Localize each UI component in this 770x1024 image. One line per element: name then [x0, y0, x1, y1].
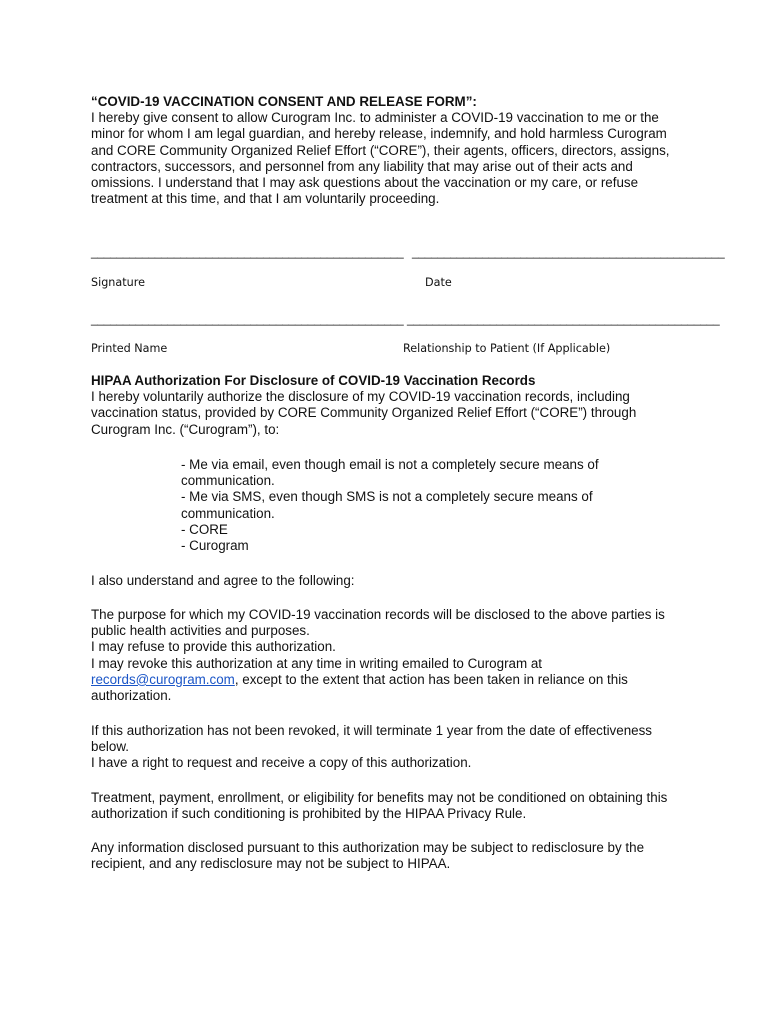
consent-title: “COVID-19 VACCINATION CONSENT AND RELEASE FORM”: — [91, 94, 477, 109]
printed-name-label: Printed Name — [91, 342, 168, 355]
refuse-text: I may refuse to provide this authorization. — [91, 639, 336, 655]
copy-right-text: I have a right to request and receive a copy of this authorization. — [91, 755, 472, 771]
list-item: - Me via email, even though email is not a completely secure means of communication. — [181, 457, 599, 489]
treatment-text: Treatment, payment, enrollment, or eligibility for benefits may not be conditioned on obtaining this authorization if such conditioning is prohibited by the HIPAA Privacy Rule. — [91, 790, 668, 822]
purpose-section — [91, 607, 676, 704]
terminate-text: If this authorization has not been revoked, it will terminate 1 year from the date of effectiveness below. — [91, 723, 652, 755]
relationship-label: Relationship to Patient (If Applicable) — [403, 342, 611, 355]
date-label: Date — [425, 276, 452, 289]
hipaa-section — [91, 373, 671, 438]
revoke-after: , except to the extent that action has been taken in reliance on this authorization. — [91, 671, 628, 704]
redisclosure-text: Any information disclosed pursuant to this authorization may be subject to redisclosure by the recipient, and any redisclosure may not be subject to HIPAA. — [91, 840, 645, 872]
revoke-text — [91, 656, 676, 705]
records-email-link[interactable]: records@curogram.com — [91, 671, 235, 687]
hipaa-intro: I hereby voluntarily authorize the disclosure of my COVID-19 vaccination records, including vaccination status, provided by CORE Community Organized Relief Effort (“CORE”) through Curogram Inc. (“Curogram”), to: — [91, 389, 637, 437]
printed-name-line[interactable]: _________________________________________________ — [91, 312, 404, 326]
purpose-text: The purpose for which my COVID-19 vaccination records will be disclosed to the above parties is public health activities and purposes. — [91, 607, 665, 639]
revoke-before: I may revoke this authorization at any time in writing emailed to Curogram at — [91, 655, 543, 671]
signature-line[interactable]: _________________________________________________ — [91, 245, 404, 259]
agree-intro: I also understand and agree to the following: — [91, 573, 355, 588]
hipaa-title: HIPAA Authorization For Disclosure of COVID-19 Vaccination Records — [91, 373, 536, 388]
recipient-list — [181, 457, 641, 554]
list-item: - CORE — [181, 521, 228, 537]
relationship-line[interactable]: _________________________________________________ — [407, 312, 720, 326]
list-item: - Me via SMS, even though SMS is not a completely secure means of communication. — [181, 489, 593, 521]
list-item: - Curogram — [181, 538, 249, 554]
consent-body: I hereby give consent to allow Curogram Inc. to administer a COVID-19 vaccination to me or the minor for whom I am legal guardian, and hereby release, indemnify, and hold harmless Curogram and CORE Community Organized Relief Effort (“CORE”), their agents, officers, directors, assigns, contractors, successors, and personnel from any liability that may arise out of their acts and omissions. I understand that I may ask questions about the vaccination or my care, or refuse treatment at this time, and that I am voluntarily proceeding. — [91, 110, 670, 207]
consent-section — [91, 94, 691, 207]
signature-label: Signature — [91, 276, 145, 289]
date-line[interactable]: _________________________________________________ — [412, 245, 725, 259]
terminate-section — [91, 723, 691, 772]
